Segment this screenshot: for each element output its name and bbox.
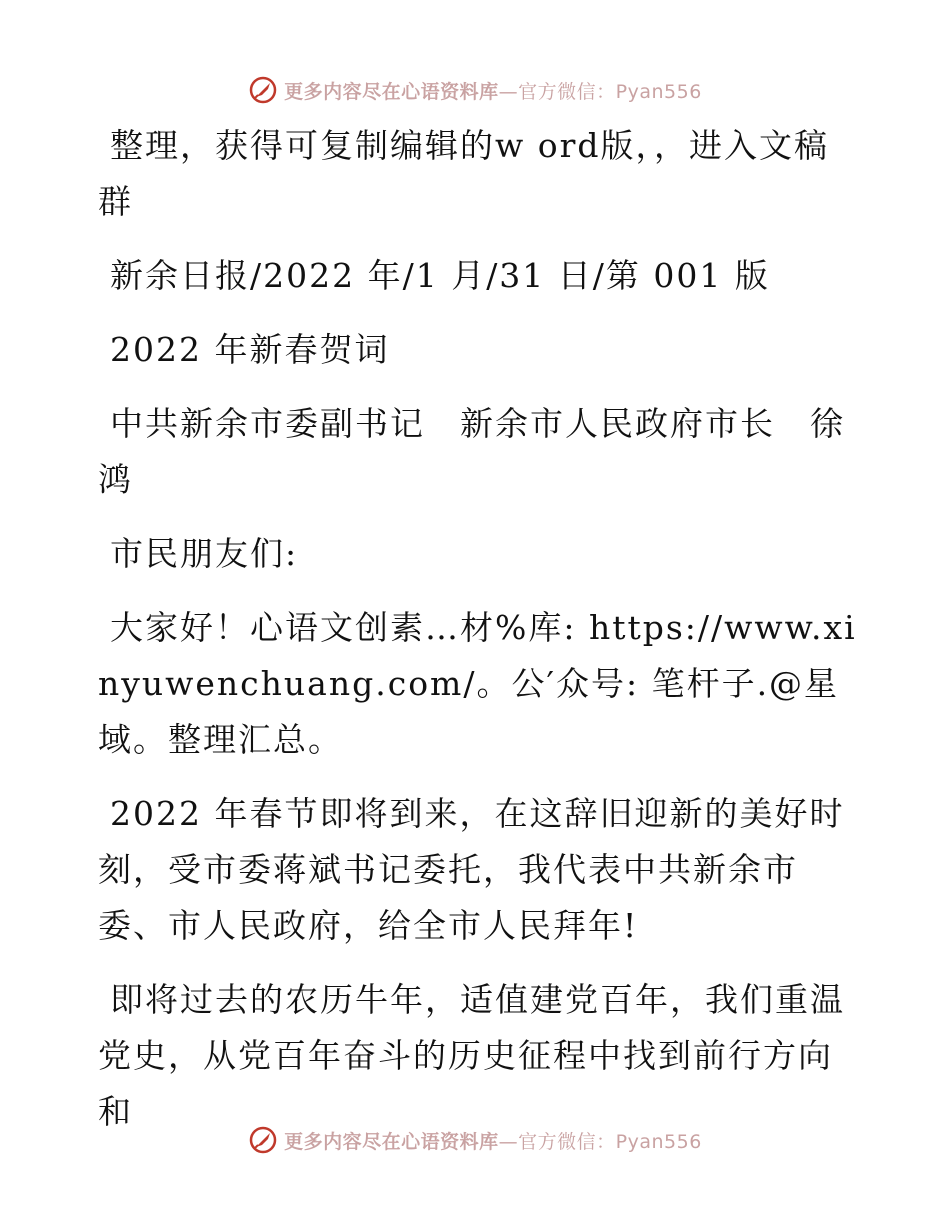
header-banner-text [284,77,702,104]
paragraph-title: 2022 年新春贺词 [110,330,390,369]
header-banner-main: 更多内容尽在心语资料库 [284,80,499,103]
document-body [98,118,858,1158]
footer-banner-separator: — [498,1130,519,1153]
paragraph-body-1: 2022 年春节即将到来，在这辞旧迎新的美好时刻，受市委蒋斌书记委托，我代表中共新余市委、市人民政府，给全市人民拜年! [98,794,845,945]
header-banner-contact: 官方微信：Pyan556 [518,80,702,103]
paragraph-intro: 整理，获得可复制编辑的w ord版，，进入文稿群 [98,126,830,221]
footer-banner-main: 更多内容尽在心语资料库 [284,1130,499,1153]
quill-pen-logo-icon [248,75,278,105]
header-banner-separator: — [498,80,519,103]
footer-banner-contact: 官方微信：Pyan556 [518,1130,702,1153]
header-banner [0,70,950,110]
paragraph-source: 新余日报/2022 年/1 月/31 日/第 001 版 [110,256,770,295]
footer-banner [0,1120,950,1160]
paragraph-salutation: 市民朋友们: [110,534,299,573]
quill-pen-logo-icon [248,1125,278,1155]
paragraph-body-2: 即将过去的农历牛年，适值建党百年，我们重温党史，从党百年奋斗的历史征程中找到前行方向和 [98,980,845,1131]
paragraph-author: 中共新余市委副书记 新余市人民政府市长 徐鸿 [98,404,845,499]
paragraph-greeting: 大家好！心语文创素…材%库: https://www.xinyuwenchuang.com/。公′众号: 笔杆子.@星域。整理汇总。 [98,608,857,759]
footer-banner-text [284,1127,702,1154]
